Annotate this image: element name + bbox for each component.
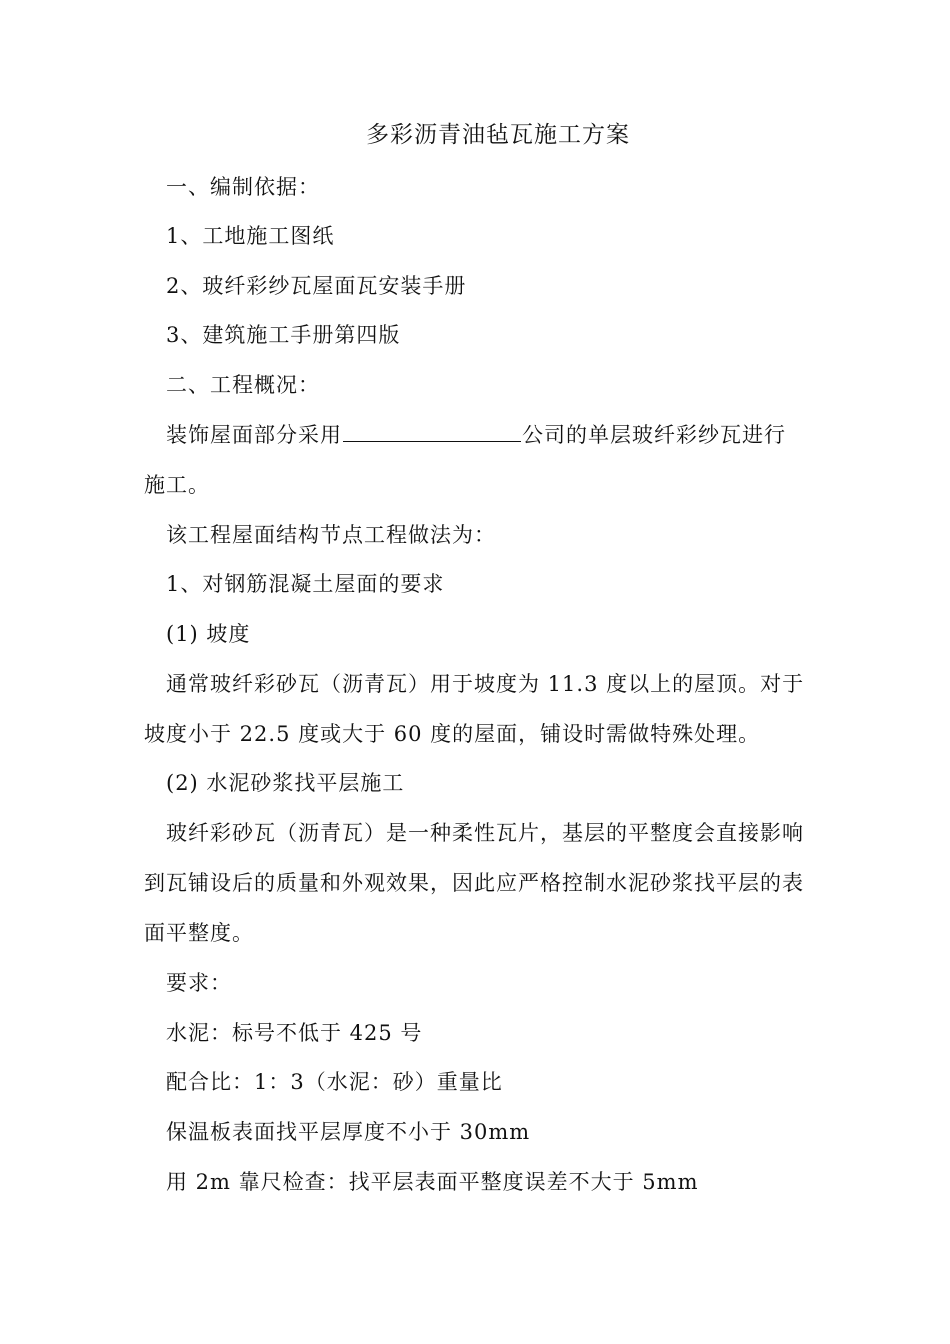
basis-item: 3、建筑施工手册第四版 [166,323,401,347]
company-name-blank [343,421,521,442]
requirement-heading: 1、对钢筋混凝土屋面的要求 [166,572,445,596]
slope-paragraph-line: 坡度小于 22.5 度或大于 60 度的屋面，铺设时需做特殊处理。 [144,722,761,746]
slope-paragraph-line: 通常玻纤彩砂瓦（沥青瓦）用于坡度为 11.3 度以上的屋顶。对于 [166,672,805,696]
overview-paragraph-line [166,420,786,450]
leveling-paragraph-line: 到瓦铺设后的质量和外观效果，因此应严格控制水泥砂浆找平层的表 [144,871,804,895]
requirement-item: 用 2m 靠尺检查：找平层表面平整度误差不大于 5mm [166,1170,699,1194]
subsection-heading-slope: (1) 坡度 [166,622,251,646]
overview-text-before-blank: 装饰屋面部分采用 [166,423,342,447]
leveling-paragraph-line: 面平整度。 [144,921,254,945]
requirements-heading: 要求： [166,971,232,995]
requirement-item: 保温板表面找平层厚度不小于 30mm [166,1120,531,1144]
requirement-item: 水泥：标号不低于 425 号 [166,1021,423,1045]
practice-intro: 该工程屋面结构节点工程做法为： [166,523,496,547]
section-heading-overview: 二、工程概况： [166,373,320,397]
basis-item: 2、玻纤彩纱瓦屋面瓦安装手册 [166,274,467,298]
section-heading-basis: 一、编制依据： [166,175,320,199]
requirement-item: 配合比：1：3（水泥：砂）重量比 [166,1070,503,1094]
leveling-paragraph-line: 玻纤彩砂瓦（沥青瓦）是一种柔性瓦片，基层的平整度会直接影响 [166,821,804,845]
document-title: 多彩沥青油毡瓦施工方案 [366,122,630,148]
subsection-heading-leveling: (2) 水泥砂浆找平层施工 [166,771,405,795]
overview-text-after-blank: 公司的单层玻纤彩纱瓦进行 [522,423,786,447]
basis-item: 1、工地施工图纸 [166,224,335,248]
overview-paragraph-line: 施工。 [144,473,210,497]
